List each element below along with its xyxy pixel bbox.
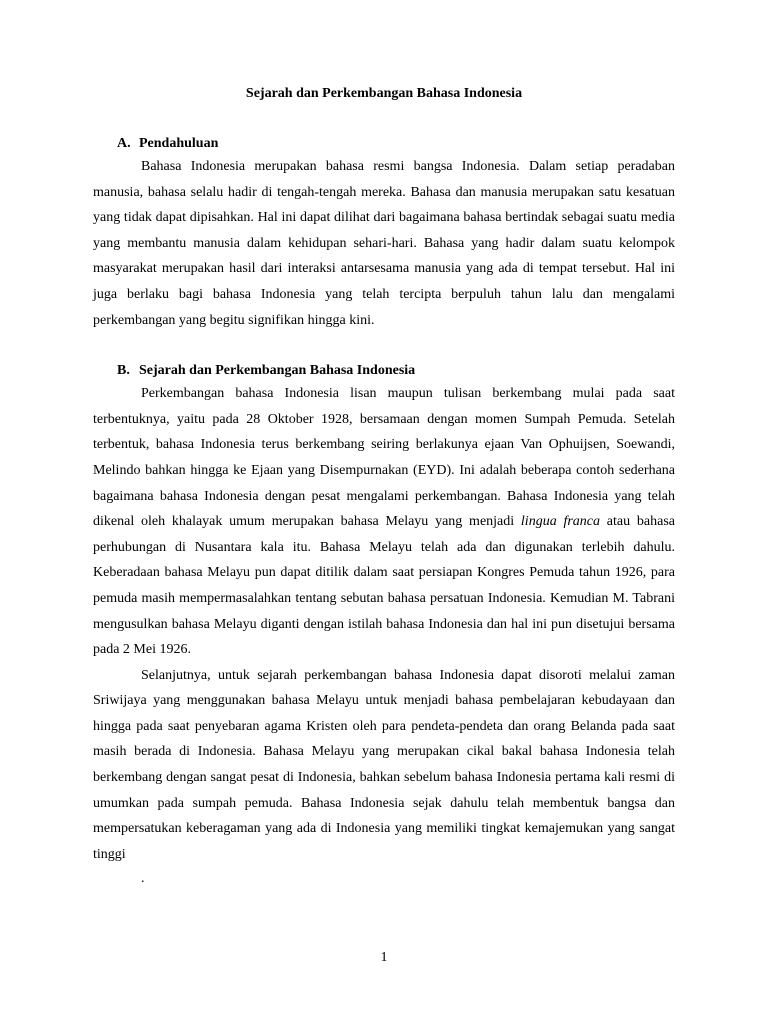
document-title: Sejarah dan Perkembangan Bahasa Indonesia <box>245 86 523 101</box>
paragraph-text: Perkembangan bahasa Indonesia lisan maupun tulisan berkembang mulai pada saat terbentuknya, yaitu pada 28 Oktober 1928, bersamaan dengan momen Sumpah Pemuda. Setelah terbentuk, bahasa Indonesia terus berkembang seiring berlakunya ejaan Van Ophuijsen, Soewandi, Melindo bahkan hingga ke Ejaan yang Disempurnakan (EYD). Ini adalah beberapa contoh sederhana bagaimana bahasa Indonesia dengan pesat mengalami perkembangan. Bahasa Indonesia yang telah dikenal oleh khalayak umum merupakan bahasa Melayu yang menjadi <box>93 386 675 530</box>
section-pendahuluan <box>93 134 675 333</box>
section-title: Sejarah dan Perkembangan Bahasa Indonesia <box>139 363 416 379</box>
italic-term: lingua franca <box>520 514 601 530</box>
section-letter: B. <box>117 363 130 379</box>
section-heading <box>93 134 675 154</box>
paragraph-text: atau bahasa perhubungan di Nusantara kala itu. Bahasa Melayu telah ada dan digunakan terlebih dahulu. Keberadaan bahasa Melayu pun dapat ditilik dalam saat persiapan Kongres Pemuda tahun 1926, para pemuda masih mempermasalahkan tentang sebutan bahasa persatuan Indonesia. Kemudian M. Tabrani mengusulkan bahasa Melayu diganti dengan istilah bahasa Indonesia dan hal ini pun disetujui bersama pada 2 Mei 1926. <box>93 514 675 658</box>
trailing-dot: . <box>141 871 145 887</box>
section-gap <box>93 333 675 361</box>
section-letter: A. <box>117 136 131 151</box>
section-title: Pendahuluan <box>139 136 219 151</box>
section-sejarah <box>93 361 675 889</box>
paragraph: Selanjutnya, untuk sejarah perkembangan bahasa Indonesia dapat disoroti melalui zaman Sriwijaya yang menggunakan bahasa Melayu untuk menjadi bahasa pembelajaran kebudayaan dan hingga pada saat penyebaran agama Kristen oleh para pendeta-pendeta dan orang Belanda pada saat masih berada di Indonesia. Bahasa Melayu yang merupakan cikal bakal bahasa Indonesia telah berkembang dengan sangat pesat di Indonesia, bahkan sebelum bahasa Indonesia pertama kali resmi di umumkan pada sumpah pemuda. Bahasa Indonesia sejak dahulu telah membentuk bangsa dan mempersatukan keberagaman yang ada di Indonesia yang memiliki tingkat kemajemukan yang sangat tinggi <box>93 667 675 862</box>
section-heading <box>93 361 675 381</box>
page-number: 1 <box>380 950 388 965</box>
paragraph: Bahasa Indonesia merupakan bahasa resmi bangsa Indonesia. Dalam setiap peradaban manusia, bahasa selalu hadir di tengah-tengah mereka. Bahasa dan manusia merupakan satu kesatuan yang tidak dapat dipisahkan. Hal ini dapat dilihat dari bagaimana bahasa bertindak sebagai suatu media yang membantu manusia dalam kehidupan sehari-hari. Bahasa yang hadir dalam suatu kelompok masyarakat merupakan hasil dari interaksi antarsesama manusia yang ada di tempat tersebut. Hal ini juga berlaku bagi bahasa Indonesia yang telah tercipta berpuluh tahun lalu dan mengalami perkembangan yang begitu signifikan hingga kini. <box>93 159 675 328</box>
paragraph <box>93 381 675 663</box>
